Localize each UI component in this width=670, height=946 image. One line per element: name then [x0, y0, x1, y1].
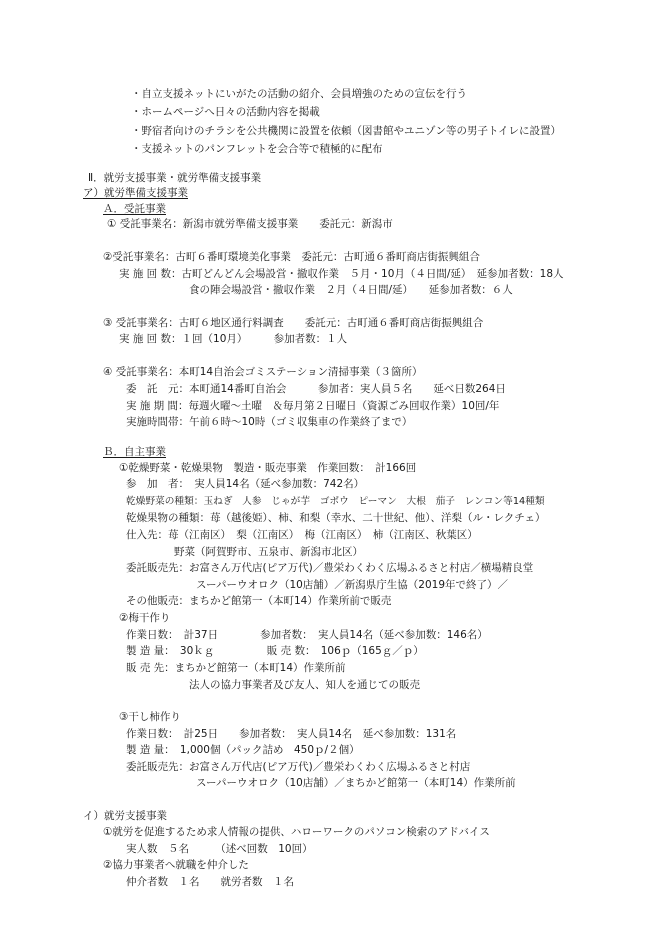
text-line: ③干し柿作り: [119, 711, 181, 723]
text-line: ①乾燥野菜・乾燥果物 製造・販売事業 作業回数： 計166回: [119, 462, 417, 474]
text-line: 食の陣会場設営・撤収作業 ２月（４日間/延） 延参加者数：６人: [189, 284, 513, 296]
text-line: 参 加 者： 実人員14名（延べ参加数：742名）: [126, 478, 365, 490]
text-line: 委託販売先：お富さん万代店(ピア万代)／豊栄わくわく広場ふるさと村店: [126, 761, 471, 773]
text-line: 委託販売先：お富さん万代店(ピア万代)／豊栄わくわく広場ふるさと村店／横場精良堂: [126, 562, 534, 574]
text-line: 実 施 回 数：古町どんどん会場設営・撤収作業 ５月・10月（４日間/延） 延参加者数：18人: [119, 268, 564, 280]
bullet-line: ・野宿者向けのチラシを公共機関に設置を依頼（図書館やユニゾン等の男子トイレに設置）: [131, 125, 561, 137]
text-line: 作業日数： 計37日 参加者数： 実人員14名（延べ参加数：146名）: [126, 629, 488, 641]
text-line: ②協力事業者へ就職を仲介した: [103, 859, 249, 871]
section-heading: Ⅱ．就労支援事業・就労準備支援事業: [88, 172, 262, 184]
text-line: 作業日数： 計25日 参加者数： 実人員14名 延べ参加数：131名: [126, 728, 457, 740]
text-line: 仕入先：苺（江南区） 梨（江南区） 梅（江南区） 柿（江南区、秋葉区）: [126, 529, 478, 541]
text-line: 法人の協力事業者及び友人、知人を通じての販売: [189, 679, 420, 691]
text-line: スーパーウオロク（10店舗）／まちかど館第一（本町14）作業所前: [196, 777, 516, 789]
text-line: スーパーウオロク（10店舗）／新潟県庁生協（2019年で終了）／: [196, 579, 509, 591]
bullet-line: ・ホームページへ日々の活動内容を掲載: [131, 106, 320, 118]
text-line: 野菜（阿賀野市、五泉市、新潟市北区）: [174, 546, 363, 558]
bullet-line: ・自立支援ネットにいがたの活動の紹介、会員増強のための宣伝を行う: [131, 88, 467, 100]
text-line: 乾燥果物の種類：苺（越後姫）、柿、和梨（幸水、二十世紀、他）、洋梨（ル・レクチェ）: [126, 512, 546, 524]
text-line: 製 造 量： 1,000個（パック詰め 450ｐ/２個）: [126, 744, 360, 756]
text-line: 仲介者数 １名 就労者数 １名: [126, 876, 294, 888]
text-line: ②受託事業名：古町６番町環境美化事業 委託元：古町通６番町商店街振興組合: [103, 251, 480, 263]
bullet-line: ・支援ネットのパンフレットを会合等で積極的に配布: [131, 143, 383, 155]
text-line: その他販売：まちかど館第一（本町14）作業所前で販売: [126, 595, 392, 607]
subsection-heading: ア）就労準備支援事業: [83, 187, 188, 199]
text-line: ③ 受託事業名：古町６地区通行料調査 委託元：古町通６番町商店街振興組合: [103, 317, 484, 329]
text-line: 委 託 元：本町通14番町自治会 参加者：実人員５名 延べ日数264日: [126, 383, 506, 395]
text-line: ④ 受託事業名：本町14自治会ゴミステーション清掃事業（３箇所）: [103, 366, 423, 378]
text-line: ②梅干作り: [119, 612, 171, 624]
text-line: ① 受託事業名：新潟市就労準備支援事業 委託元：新潟市: [107, 218, 393, 230]
text-line: 実施時間帯：午前６時～10時（ゴミ収集車の作業終了まで）: [126, 416, 413, 428]
text-line: 実 施 期 間：毎週火曜～土曜 ＆毎月第２日曜日（資源ごみ回収作業）10回/年: [126, 400, 500, 412]
text-line: 乾燥野菜の種類：玉ねぎ 人参 じゃが芋 ゴボウ ピーマン 大根 茄子 レンコン等14種類: [126, 496, 545, 507]
category-heading: Ａ．受託事業: [103, 203, 166, 215]
category-heading: Ｂ．自主事業: [103, 446, 166, 458]
text-line: 販 売 先：まちかど館第一（本町14）作業所前: [126, 662, 346, 674]
text-line: ①就労を促進するため求人情報の提供、ハローワークのパソコン検索のアドバイス: [103, 826, 490, 838]
text-line: 製 造 量： 30ｋｇ 販 売 数： 106ｐ（165ｇ／ｐ）: [126, 645, 424, 657]
text-line: 実 施 回 数：１回（10月） 参加者数：１人: [119, 333, 348, 345]
subsection-heading: イ）就労支援事業: [83, 810, 167, 822]
text-line: 実人数 ５名 （述べ回数 10回）: [126, 843, 313, 855]
